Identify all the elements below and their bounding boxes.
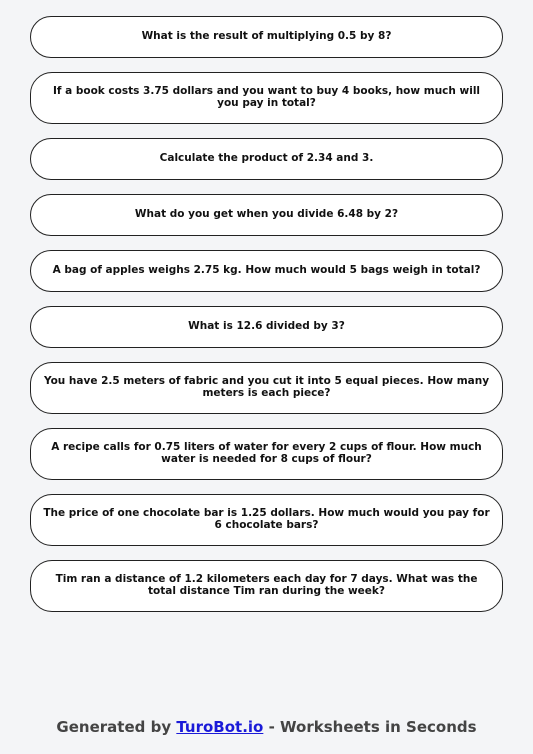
question-card-10 bbox=[30, 560, 503, 612]
question-text: What do you get when you divide 6.48 by 2? bbox=[134, 208, 399, 221]
question-text: The price of one chocolate bar is 1.25 dollars. How much would you pay for 6 chocolate bars? bbox=[43, 507, 490, 531]
question-card-2 bbox=[30, 72, 503, 124]
question-text: If a book costs 3.75 dollars and you want to buy 4 books, how much will you pay in total? bbox=[52, 85, 481, 109]
question-text: You have 2.5 meters of fabric and you cut it into 5 equal pieces. How many meters is each piece? bbox=[43, 375, 490, 399]
question-card-9 bbox=[30, 494, 503, 546]
question-list bbox=[30, 16, 503, 626]
question-text: Tim ran a distance of 1.2 kilometers each day for 7 days. What was the total distance Tim ran during the week? bbox=[55, 573, 478, 597]
question-text: A bag of apples weighs 2.75 kg. How much would 5 bags weigh in total? bbox=[52, 264, 481, 277]
question-card-4 bbox=[30, 194, 503, 236]
question-text: A recipe calls for 0.75 liters of water for every 2 cups of flour. How much water is needed for 8 cups of flour? bbox=[51, 441, 482, 465]
question-card-8 bbox=[30, 428, 503, 480]
question-text: What is 12.6 divided by 3? bbox=[188, 320, 345, 333]
turobot-link[interactable]: TuroBot.io bbox=[176, 718, 264, 736]
question-card-7 bbox=[30, 362, 503, 414]
footer-suffix: - Worksheets in Seconds bbox=[263, 718, 477, 736]
question-card-6 bbox=[30, 306, 503, 348]
question-text: What is the result of multiplying 0.5 by 8? bbox=[141, 30, 392, 43]
question-card-5 bbox=[30, 250, 503, 292]
question-card-3 bbox=[30, 138, 503, 180]
question-card-1 bbox=[30, 16, 503, 58]
footer-prefix: Generated by bbox=[56, 718, 177, 736]
question-text: Calculate the product of 2.34 and 3. bbox=[159, 152, 374, 165]
footer bbox=[0, 718, 533, 736]
